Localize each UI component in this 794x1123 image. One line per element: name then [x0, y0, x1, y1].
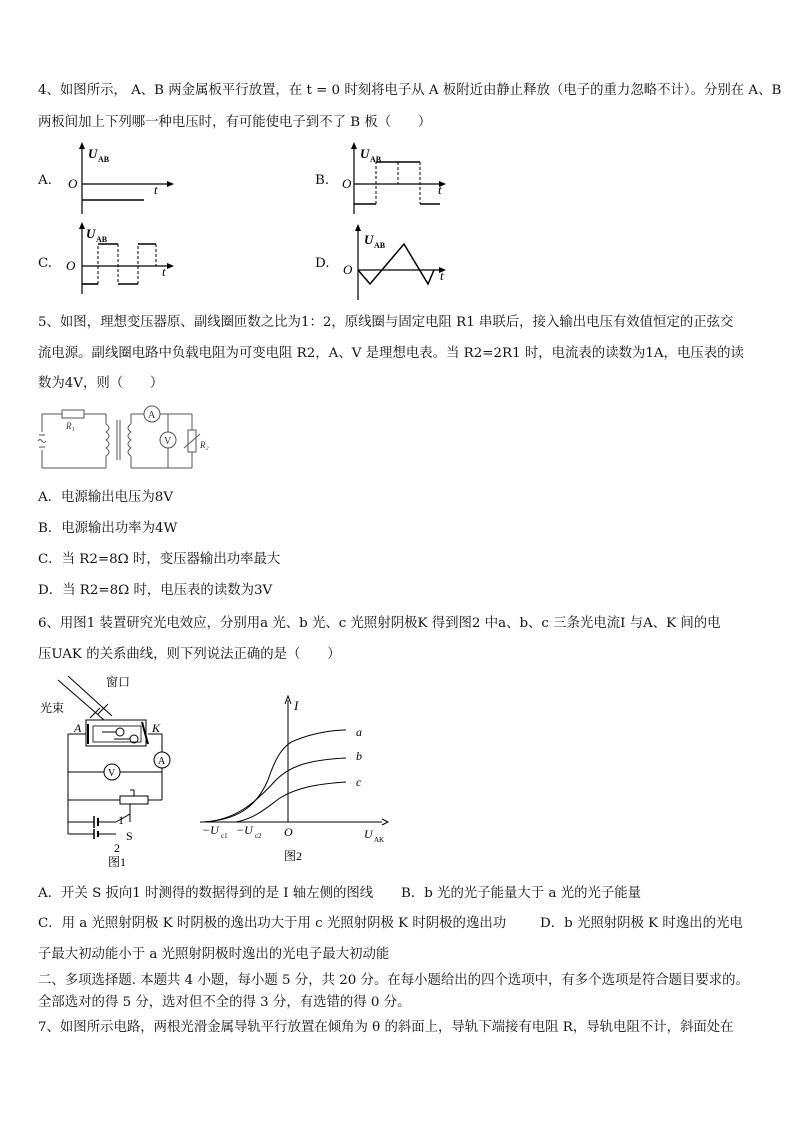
- q4d-origin: O: [343, 262, 353, 277]
- q4a-u-sub: AB: [98, 155, 110, 164]
- q6-option-d-part1[interactable]: D．b 光照射阴极 K 时逸出的光电: [540, 916, 743, 931]
- q6-curve-a-label: a: [356, 725, 362, 739]
- q6-option-d-part2: 子最大初动能小于 a 光照射阴极时逸出的光电子最大初动能: [38, 947, 390, 962]
- q5-option-c[interactable]: C．当 R2=8Ω 时，变压器输出功率最大: [38, 552, 281, 567]
- q4d-u-label: U: [364, 232, 374, 247]
- q5-stem-line2: 流电源。副线圈电路中负载电阻为可变电阻 R2，A、V 是理想电表。当 R2=2R1 时，电流表的读数为1A，电压表的读: [38, 346, 744, 361]
- q4a-u-label: U: [88, 146, 98, 161]
- q4b-t: t: [438, 182, 442, 197]
- section2-instructions-line1: 二、多项选择题. 本题共 4 小题，每小题 5 分，共 20 分。在每小题给出的四个选项中，有多个选项是符合题目要求的。: [38, 973, 749, 988]
- q4-stem-line1: 4、如图所示， A、B 两金属板平行放置，在 t = 0 时刻将电子从 A 板附近由静止释放（电子的重力忽略不计）。分别在 A、B: [38, 83, 782, 98]
- q6-figure-2: [196, 690, 396, 868]
- q6-ammeter-label: A: [158, 756, 166, 767]
- q5-voltmeter-label: V: [164, 436, 172, 447]
- q4b-u-sub: AB: [370, 155, 382, 164]
- q5-circuit-diagram: [36, 404, 226, 476]
- q6-uak-label: U: [364, 827, 373, 841]
- q6-uc2-sub: c2: [255, 832, 262, 840]
- q6-uc1-label: −U: [202, 823, 219, 837]
- q6-stem-line1: 6、用图1 装置研究光电效应，分别用a 光、b 光、c 光照射阴极K 得到图2 中a、b、c 三条光电流I 与A、K 间的电: [38, 616, 721, 631]
- q4a-t: t: [154, 182, 158, 197]
- q5-option-d[interactable]: D．当 R2=8Ω 时，电压表的读数为3V: [38, 583, 273, 598]
- q4b-origin: O: [342, 176, 352, 191]
- q6-figure-1: [38, 672, 188, 872]
- q5-ammeter-label: A: [148, 410, 156, 421]
- q5-option-a[interactable]: A．电源输出电压为8V: [38, 490, 173, 505]
- q4c-t: t: [162, 264, 166, 279]
- q6-switch-pos2: 2: [114, 841, 120, 855]
- q5-option-b[interactable]: B．电源输出功率为4W: [38, 521, 178, 536]
- q6-anode-label: A: [74, 721, 82, 735]
- q4c-origin: O: [66, 258, 76, 273]
- q6-option-a[interactable]: A．开关 S 扳向1 时测得的数据得到的是 I 轴左侧的图线: [38, 886, 374, 901]
- section2-instructions-line2: 全部选对的得 5 分，选对但不全的得 3 分，有选错的得 0 分。: [38, 995, 411, 1010]
- q4-option-c-label[interactable]: C.: [38, 256, 53, 271]
- q4-graph-d: [340, 222, 455, 302]
- q5-r1-label: R₁: [66, 421, 75, 431]
- q4-option-d-label[interactable]: D.: [315, 256, 330, 271]
- q4c-u-sub: AB: [96, 235, 108, 244]
- q6-option-c[interactable]: C．用 a 光照射阴极 K 时阴极的逸出功大于用 c 光照射阴极 K 时阴极的逸出功: [38, 916, 507, 931]
- q4-option-b-label[interactable]: B.: [315, 173, 330, 188]
- q6-cathode-label: K: [152, 721, 161, 735]
- q6-origin-label: O: [284, 825, 293, 839]
- q4d-u-sub: AB: [374, 241, 386, 250]
- q6-switch-pos1: 1: [118, 813, 124, 827]
- q6-i-axis-label: I: [294, 698, 299, 713]
- q6-uc1-sub: c1: [221, 832, 228, 840]
- q6-curve-c-label: c: [356, 775, 362, 789]
- q4a-origin: O: [68, 176, 78, 191]
- q4-graph-c: [62, 220, 182, 300]
- q4-graph-a: [62, 140, 182, 220]
- q6-switch-label: S: [126, 829, 133, 843]
- q6-curve-b-label: b: [356, 749, 362, 763]
- q6-uc2-label: −U: [236, 823, 253, 837]
- q6-option-b[interactable]: B．b 光的光子能量大于 a 光的光子能量: [401, 886, 642, 901]
- q6-uak-sub: AK: [374, 836, 385, 844]
- q4-option-a-label[interactable]: A.: [38, 173, 52, 188]
- q6-stem-line2: 压UAK 的关系曲线，则下列说法正确的是（ ）: [38, 647, 341, 662]
- q7-stem-line1: 7、如图所示电路，两根光滑金属导轨平行放置在倾角为 θ 的斜面上，导轨下端接有电阻 R，导轨电阻不计，斜面处在: [38, 1020, 734, 1035]
- q6-beam-label: 光束: [40, 701, 65, 715]
- q5-stem-line3: 数为4V，则（ ）: [38, 376, 164, 391]
- q4b-u-label: U: [360, 146, 370, 161]
- q5-stem-line1: 5、如图，理想变压器原、副线圈匝数之比为1：2，原线圈与固定电阻 R1 串联后，接入输出电压有效值恒定的正弦交: [38, 315, 734, 330]
- q4-stem-line2: 两板间加上下列哪一种电压时，有可能使电子到不了 B 板（ ）: [38, 115, 432, 130]
- q4d-t: t: [440, 268, 444, 283]
- q6-fig1-caption: 图1: [108, 855, 127, 869]
- q4c-u-label: U: [86, 226, 96, 241]
- q6-fig2-caption: 图2: [284, 849, 303, 863]
- q5-r2-label: R₂: [200, 440, 209, 450]
- q4-graph-b: [340, 140, 455, 220]
- q6-window-label: 窗口: [106, 675, 131, 689]
- q6-voltmeter-label: V: [108, 768, 116, 779]
